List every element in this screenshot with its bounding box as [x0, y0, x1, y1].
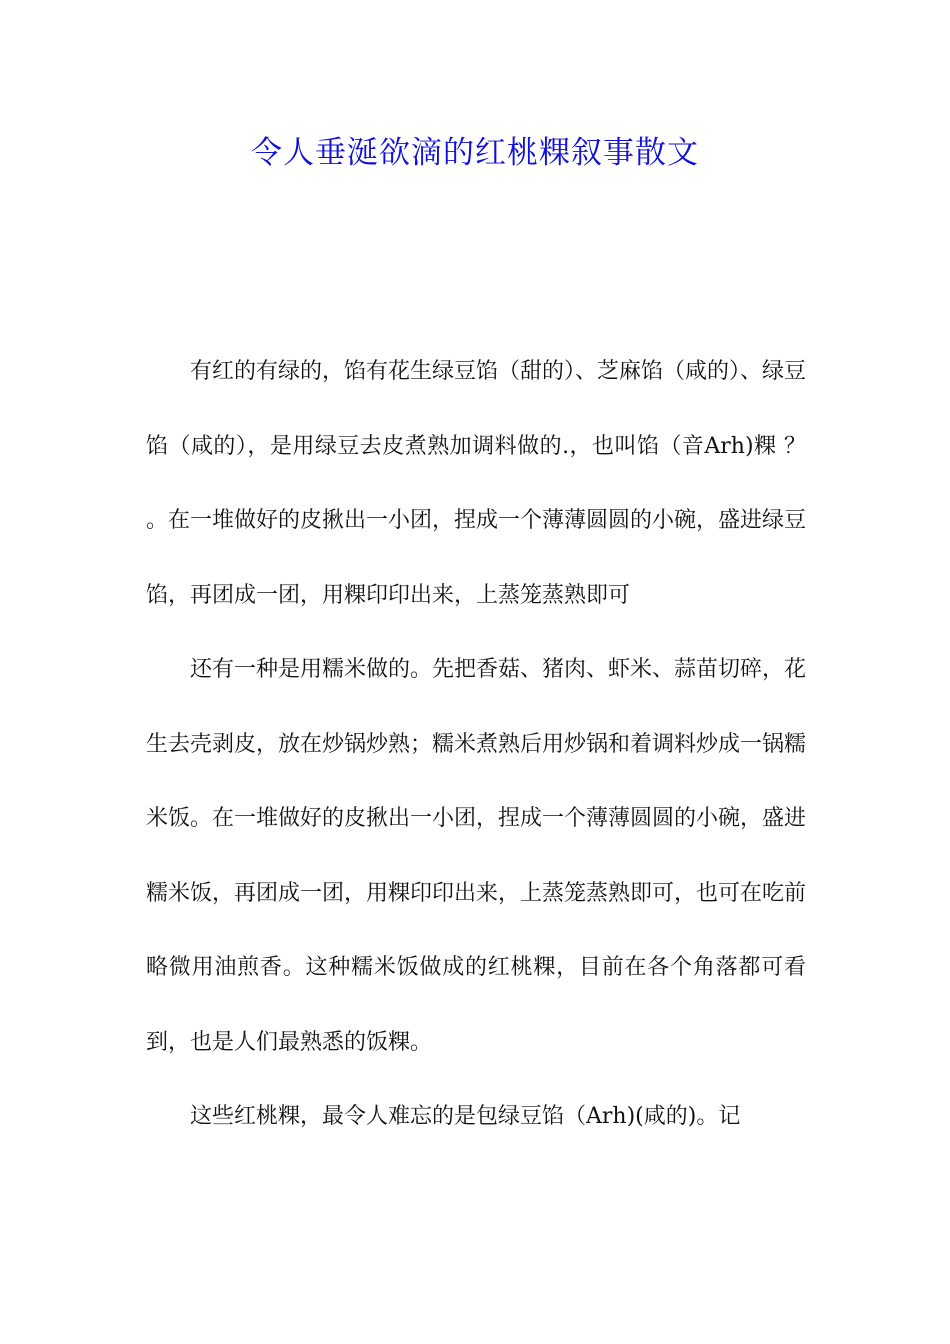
- paragraph-2: 还有一种是用糯米做的。先把香菇、猪肉、虾米、蒜苗切碎，花生去壳剥皮，放在炒锅炒熟；糯米煮熟后用炒锅和着调料炒成一锅糯米饭。在一堆做好的皮揪出一小团，捏成一个薄薄圆圆的小碗，盛进糯米饭，再团成一团，用粿印印出来，上蒸笼蒸熟即可，也可在吃前略微用油煎香。这种糯米饭做成的红桃粿，目前在各个角落都可看到，也是人们最熟悉的饭粿。: [146, 657, 807, 1055]
- document-body: [146, 335, 806, 1155]
- document-title: 令人垂涎欲滴的红桃粿叙事散文: [251, 135, 699, 171]
- paragraph-3: 这些红桃粿，最令人难忘的是包绿豆馅（Arh)(咸的)。记: [190, 1104, 741, 1129]
- paragraph-1: 有红的有绿的，馅有花生绿豆馅（甜的）、芝麻馅（咸的）、绿豆馅（咸的），是用绿豆去皮煮熟加调料做的.，也叫馅（音Arh)粿 ？ 。在一堆做好的皮揪出一小团，捏成一个薄薄圆圆的小碗，盛进绿豆馅，再团成一团，用粿印印出来，上蒸笼蒸熟即可: [146, 359, 807, 608]
